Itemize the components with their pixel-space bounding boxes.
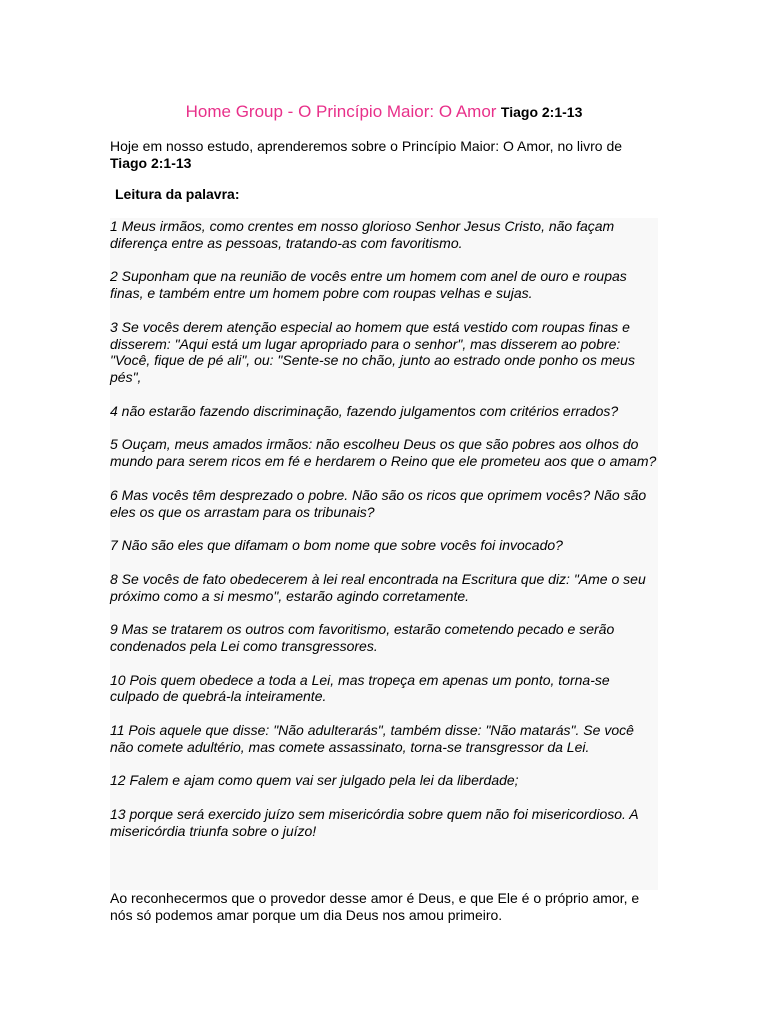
intro-text: Hoje em nosso estudo, aprenderemos sobre o Princípio Maior: O Amor, no livro de <box>110 138 623 154</box>
document-title <box>110 102 658 122</box>
verse-5: 5 Ouçam, meus amados irmãos: não escolheu Deus os que são pobres aos olhos do mundo para serem ricos em fé e herdarem o Reino que ele prometeu aos que o amam? <box>110 436 657 470</box>
verse-13: 13 porque será exercido juízo sem misericórdia sobre quem não foi misericordioso. A misericórdia triunfa sobre o juízo! <box>110 805 639 839</box>
intro-reference: Tiago 2:1-13 <box>110 154 192 171</box>
title-main: Home Group - O Princípio Maior: O Amor <box>185 102 497 121</box>
verse-2: 2 Suponham que na reunião de vocês entre um homem com anel de ouro e roupas finas, e também entre um homem pobre com roupas velhas e sujas. <box>110 268 627 302</box>
reading-heading: Leitura da palavra: <box>115 186 240 202</box>
closing-paragraph: Ao reconhecermos que o provedor desse amor é Deus, e que Ele é o próprio amor, e nós só podemos amar porque um dia Deus nos amou primeiro. <box>110 890 640 923</box>
verse-4: 4 não estarão fazendo discriminação, fazendo julgamentos com critérios errados? <box>110 402 619 419</box>
title-reference: Tiago 2:1-13 <box>500 104 583 120</box>
verse-6: 6 Mas vocês têm desprezado o pobre. Não são os ricos que oprimem vocês? Não são eles os que os arrastam para os tribunais? <box>110 486 647 520</box>
verses-block <box>110 218 658 890</box>
verse-11: 11 Pois aquele que disse: "Não adulterarás", também disse: "Não matarás". Se você não comete adultério, mas comete assassinato, torna-se transgressor da Lei. <box>110 721 634 755</box>
verse-1: 1 Meus irmãos, como crentes em nosso glorioso Senhor Jesus Cristo, não façam diferença entre as pessoas, tratando-as com favoritismo. <box>110 218 615 251</box>
verse-3: 3 Se vocês derem atenção especial ao homem que está vestido com roupas finas e disserem: "Aqui está um lugar apropriado para o senhor", mas disserem ao pobre: "Você, fique de pé ali", ou: "Sente-se no chão, junto ao estrado onde ponho os meus pés", <box>110 318 635 386</box>
verse-12: 12 Falem e ajam como quem vai ser julgado pela lei da liberdade; <box>110 772 519 789</box>
verse-10: 10 Pois quem obedece a toda a Lei, mas tropeça em apenas um ponto, torna-se culpado de quebrá-la inteiramente. <box>110 671 610 705</box>
verse-9: 9 Mas se tratarem os outros com favoritismo, estarão cometendo pecado e serão condenados pela Lei como transgressores. <box>110 621 615 654</box>
intro-paragraph <box>110 138 670 171</box>
verse-8: 8 Se vocês de fato obedecerem à lei real encontrada na Escritura que diz: "Ame o seu próximo como a si mesmo", estarão agindo corretamente. <box>110 570 646 604</box>
verse-7: 7 Não são eles que difamam o bom nome que sobre vocês foi invocado? <box>110 537 563 554</box>
